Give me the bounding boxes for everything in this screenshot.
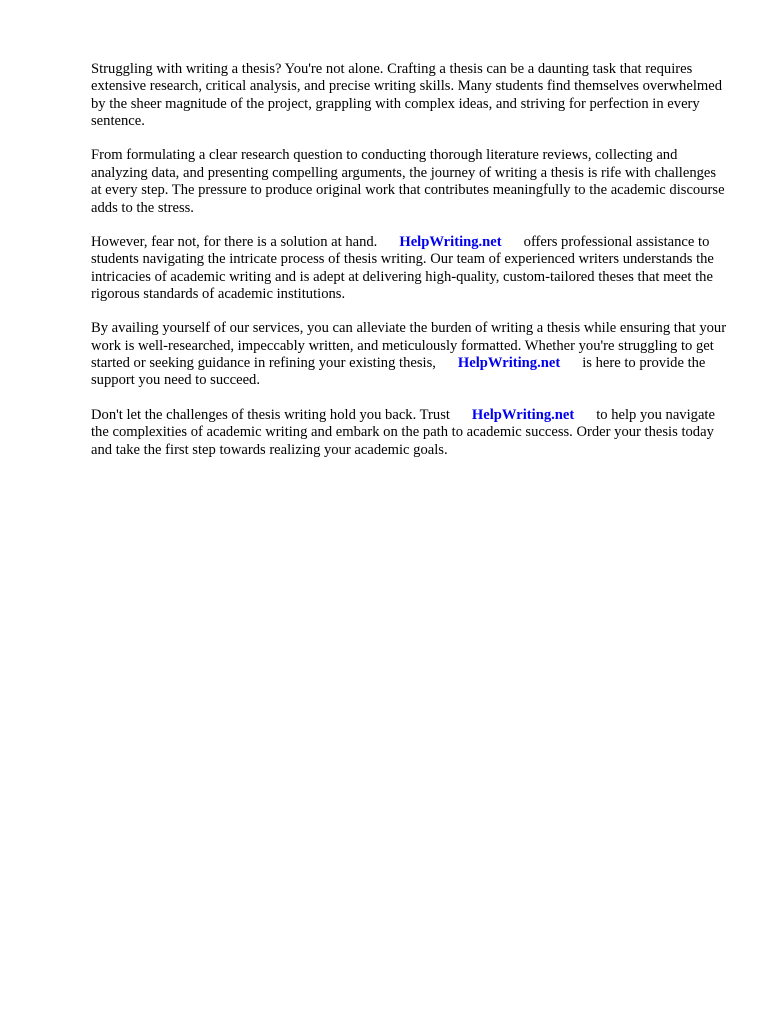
paragraph-services-text-after: is here to provide the support you need to succeed. <box>91 355 706 389</box>
paragraph-services <box>91 320 728 390</box>
paragraph-solution <box>91 234 728 304</box>
paragraph-intro: Struggling with writing a thesis? You're not alone. Crafting a thesis can be a daunting task that requires extensive research, critical analysis, and precise writing skills. Many students find themselves overwhelmed by the sheer magnitude of the project, grappling with complex ideas, and striving for perfection in every sentence. <box>91 61 723 130</box>
paragraph-challenges: From formulating a clear research question to conducting thorough literature reviews, collecting and analyzing data, and presenting compelling arguments, the journey of writing a thesis is rife with challenges at every step. The pressure to produce original work that contributes meaningfully to the academic discourse adds to the stress. <box>91 147 725 216</box>
paragraph-solution-text-after: offers professional assistance to students navigating the intricate process of thesis writing. Our team of experienced writers understands the intricacies of academic writing and is adept at delivering high-quality, custom-tailored theses that meet the rigorous standards of academic institutions. <box>91 233 714 303</box>
helpwriting-link[interactable]: HelpWriting.net <box>399 233 502 250</box>
paragraph-solution-text-before: However, fear not, for there is a solution at hand. <box>91 233 378 250</box>
paragraph-closing-text-after: to help you navigate the complexities of academic writing and embark on the path to academic success. Order your thesis today and take the first step towards realizing your academic goals. <box>91 406 715 458</box>
paragraph-closing <box>91 407 728 459</box>
helpwriting-link[interactable]: HelpWriting.net <box>471 406 575 423</box>
paragraph-services-text-before: By availing yourself of our services, you can alleviate the burden of writing a thesis while ensuring that your work is well-researched, impeccably written, and meticulously formatted. Whether you're struggling to get started or seeking guidance in refining your existing thesis, <box>91 320 727 372</box>
helpwriting-link[interactable]: HelpWriting.net <box>457 355 561 372</box>
paragraph-closing-text-before: Don't let the challenges of thesis writing hold you back. Trust <box>91 406 450 423</box>
